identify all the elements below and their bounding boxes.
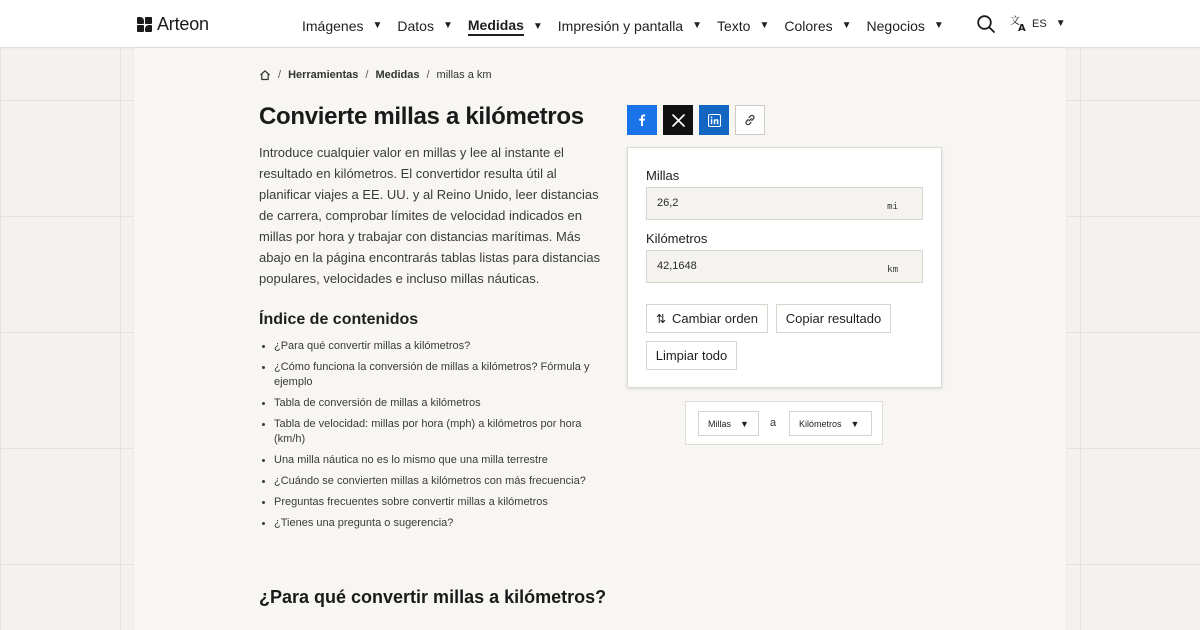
logo-icon [137, 17, 153, 33]
toc-item[interactable]: Tabla de conversión de millas a kilómetros [259, 396, 599, 411]
from-unit-value: Millas [708, 418, 732, 429]
clear-all-label: Limpiar todo [655, 348, 728, 363]
miles-input[interactable] [646, 187, 923, 220]
converter-panel [627, 147, 942, 388]
miles-unit: mi [887, 202, 898, 212]
chevron-down-icon: ▼ [759, 20, 770, 31]
copy-result-label: Copiar resultado [785, 311, 882, 326]
kilometers-label: Kilómetros [646, 231, 708, 246]
kilometers-value: 42,1648 [657, 260, 697, 272]
linkedin-icon [708, 114, 721, 127]
share-bar [627, 105, 771, 135]
share-x-button[interactable] [663, 105, 693, 135]
language-code: ES [1032, 17, 1047, 30]
chevron-down-icon: ▼ [850, 418, 860, 429]
breadcrumb-separator: / [426, 69, 430, 81]
from-unit-select[interactable] [698, 411, 759, 436]
nav-item-negocios[interactable] [867, 18, 944, 34]
swap-order-button[interactable] [646, 304, 768, 333]
nav-label: Medidas [468, 17, 524, 36]
to-unit-select[interactable] [789, 411, 872, 436]
breadcrumb [259, 69, 492, 81]
language-switcher[interactable] [1010, 15, 1066, 32]
kilometers-input[interactable] [646, 250, 923, 283]
toc-title: Índice de contenidos [259, 311, 419, 328]
nav-item-colores[interactable] [784, 18, 851, 34]
section-title: ¿Para qué convertir millas a kilómetros? [259, 587, 607, 607]
breadcrumb-item-medidas[interactable]: Medidas [375, 69, 420, 81]
toc-item[interactable]: ¿Cómo funciona la conversión de millas a kilómetros? Fórmula y ejemplo [259, 360, 599, 390]
share-facebook-button[interactable] [627, 105, 657, 135]
top-header [0, 0, 1200, 48]
main-nav [302, 15, 959, 36]
miles-label: Millas [646, 168, 680, 183]
nav-label: Colores [784, 17, 833, 34]
nav-label: Texto [717, 17, 751, 34]
svg-text:文: 文 [1010, 16, 1020, 27]
chevron-down-icon: ▼ [372, 20, 383, 31]
translate-icon [1010, 15, 1028, 32]
search-icon [976, 14, 996, 34]
home-icon[interactable] [259, 69, 271, 81]
page-title: Convierte millas a kilómetros [259, 103, 584, 130]
nav-item-texto[interactable] [717, 18, 769, 34]
chevron-down-icon: ▼ [692, 20, 702, 31]
toc-item[interactable]: Preguntas frecuentes sobre convertir millas a kilómetros [259, 495, 599, 510]
swap-order-label: Cambiar orden [672, 311, 759, 326]
unit-connector: a [770, 417, 777, 429]
swap-icon: ⇅ [655, 311, 667, 326]
nav-label: Impresión y pantalla [557, 17, 684, 34]
brand-name: Arteon [157, 14, 209, 34]
unit-selector [685, 401, 883, 445]
link-icon [743, 113, 757, 127]
nav-label: Negocios [866, 17, 925, 34]
kilometers-unit: km [887, 265, 898, 275]
chevron-down-icon: ▼ [740, 418, 749, 429]
nav-item-impresion[interactable] [558, 18, 702, 34]
breadcrumb-current: millas a km [436, 69, 492, 81]
chevron-down-icon: ▼ [841, 20, 852, 31]
miles-value: 26,2 [657, 197, 679, 209]
nav-item-imagenes[interactable] [302, 18, 382, 34]
breadcrumb-separator: / [278, 69, 282, 81]
breadcrumb-separator: / [365, 69, 369, 81]
to-unit-value: Kilómetros [799, 418, 842, 429]
chevron-down-icon: ▼ [1055, 18, 1066, 29]
x-icon [672, 114, 685, 127]
chevron-down-icon: ▼ [442, 20, 453, 31]
nav-item-datos[interactable] [397, 18, 452, 34]
nav-item-medidas[interactable] [468, 17, 543, 36]
table-of-contents [259, 339, 599, 537]
chevron-down-icon: ▼ [933, 20, 944, 31]
clear-all-button[interactable] [646, 341, 737, 370]
chevron-down-icon: ▼ [532, 21, 543, 32]
facebook-icon [635, 113, 649, 127]
nav-label: Imágenes [302, 17, 364, 34]
search-button[interactable] [976, 14, 996, 34]
copy-result-button[interactable] [776, 304, 891, 333]
toc-item[interactable]: Tabla de velocidad: millas por hora (mph) a kilómetros por hora (km/h) [259, 417, 599, 447]
toc-item[interactable]: ¿Tienes una pregunta o sugerencia? [259, 516, 599, 531]
toc-item[interactable]: ¿Para qué convertir millas a kilómetros? [259, 339, 599, 354]
nav-label: Datos [397, 17, 434, 34]
svg-text:A: A [1018, 23, 1026, 32]
brand-logo[interactable] [137, 14, 209, 35]
toc-item[interactable]: Una milla náutica no es lo mismo que una milla terrestre [259, 453, 599, 468]
breadcrumb-item-herramientas[interactable]: Herramientas [288, 69, 359, 81]
share-linkedin-button[interactable] [699, 105, 729, 135]
intro-paragraph: Introduce cualquier valor en millas y lee al instante el resultado en kilómetros. El convertidor resulta útil al planificar viajes a EE. UU. y al Reino Unido, leer distancias de carrera, comprobar límites de velocidad indicados en millas por hora y trabajar con distancias marítimas. Más abajo en la página encontrarás tablas listas para distancias populares, velocidades e incluso millas náuticas. [259, 145, 601, 286]
toc-item[interactable]: ¿Cuándo se convierten millas a kilómetros con más frecuencia? [259, 474, 599, 489]
copy-link-button[interactable] [735, 105, 765, 135]
